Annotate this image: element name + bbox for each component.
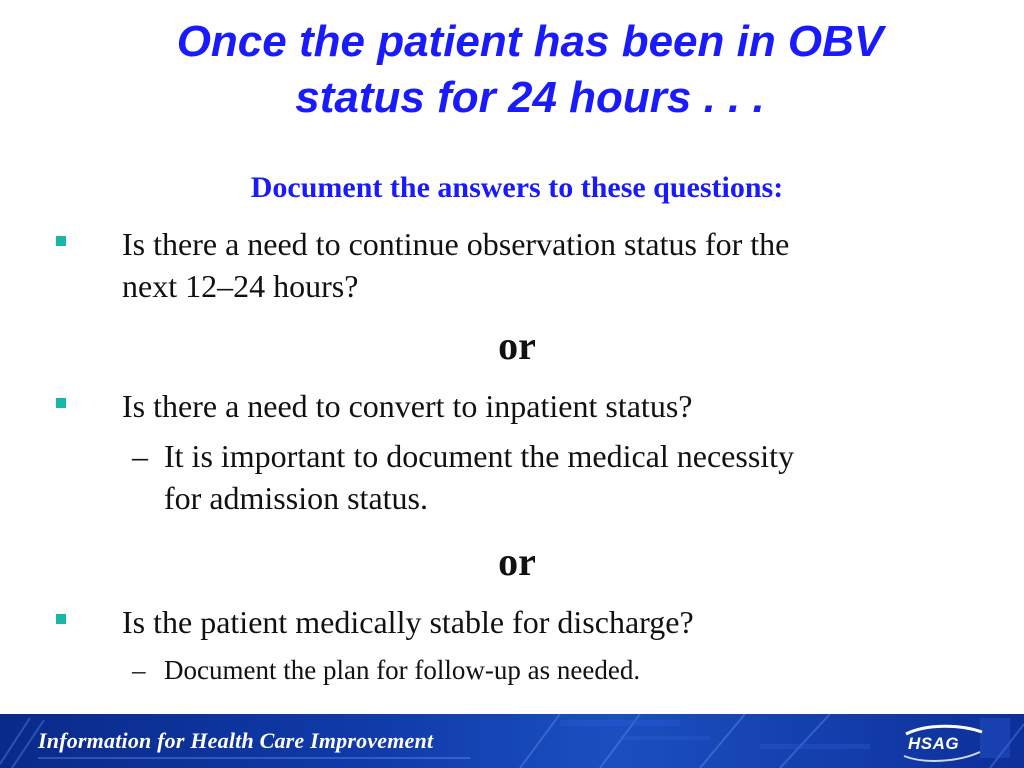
bullet-1-line-2: next 12–24 hours? xyxy=(122,268,359,304)
sub-item-3 xyxy=(132,653,962,687)
footer-banner xyxy=(0,714,1024,768)
sub-item-3-line-1: Document the plan for follow-up as needed. xyxy=(164,655,641,685)
title-line-2: status for 24 hours . . . xyxy=(295,73,765,122)
square-bullet-icon xyxy=(56,236,66,246)
square-bullet-icon xyxy=(56,614,66,624)
bullet-item-3 xyxy=(56,602,976,642)
dash-bullet-icon: – xyxy=(132,438,148,474)
bullet-3-line-1: Is the patient medically stable for discharge? xyxy=(122,604,694,640)
title-line-1: Once the patient has been in OBV xyxy=(176,17,884,66)
slide-subtitle: Document the answers to these questions: xyxy=(250,171,784,204)
sub-item-2 xyxy=(132,436,962,520)
or-separator-2: or xyxy=(498,539,536,584)
footer-tagline: Information for Health Care Improvement xyxy=(38,728,434,753)
bullet-item-2 xyxy=(56,386,976,426)
dash-bullet-icon: – xyxy=(132,655,146,685)
hsag-logo xyxy=(898,722,988,762)
sub-item-2-line-2: for admission status. xyxy=(164,480,428,516)
bullet-1-line-1: Is there a need to continue observation status for the xyxy=(122,226,790,262)
logo-label: HSAG xyxy=(908,734,960,753)
bullet-2-line-1: Is there a need to convert to inpatient status? xyxy=(122,388,693,424)
bullet-item-1 xyxy=(56,224,976,308)
slide-title xyxy=(90,14,970,126)
sub-item-2-line-1: It is important to document the medical necessity xyxy=(164,438,795,474)
or-separator-1: or xyxy=(498,323,536,368)
square-bullet-icon xyxy=(56,398,66,408)
